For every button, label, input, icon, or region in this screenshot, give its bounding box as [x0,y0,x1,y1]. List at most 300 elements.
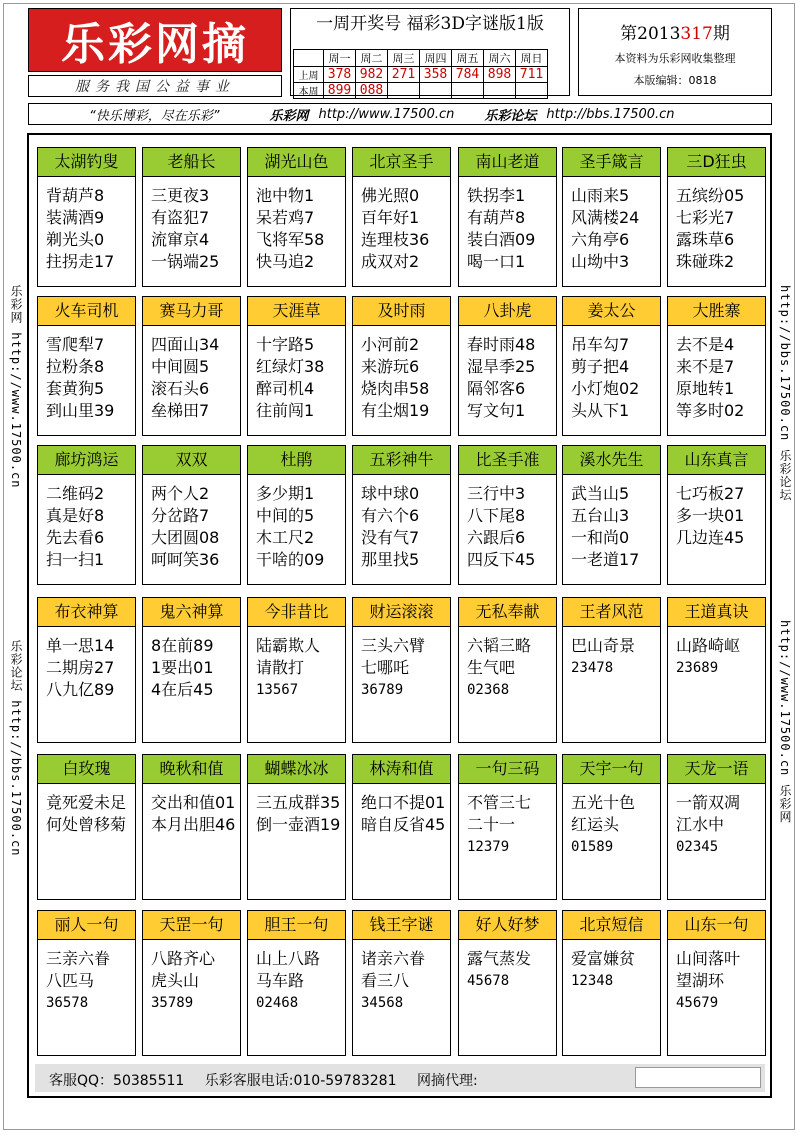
issue-title: 一周开奖号 福彩3D字谜版1版 [316,14,544,34]
tip-line: 五台山3 [571,506,630,525]
footer-qq: 客服QQ：50385511 [49,1073,185,1089]
tip-line: 隔邻客6 [467,379,526,398]
tip-line: 红运头 [571,815,620,834]
puzzle-grid [27,133,772,1098]
tip-card-body [143,784,240,836]
tip-line: 六跟后6 [467,528,526,547]
tip-line: 八匹马 [46,971,95,990]
tip-card-body [38,784,135,836]
tip-line: 三亲六眷 [46,949,111,968]
tip-line: 八路齐心 [151,949,216,968]
tip-card [352,910,451,1056]
tip-card-title: 山东真言 [668,446,765,475]
agent-blank-field [635,1067,761,1088]
draw-number: 982 [356,67,388,83]
tip-line: 几边连45 [676,528,745,547]
tip-card-body [248,627,345,701]
tip-line: 珠碰珠2 [676,252,735,271]
tip-line: 连理枝36 [361,230,430,249]
tip-card-body [563,784,660,858]
tip-card [247,147,346,287]
tip-line: 湿旱季25 [467,357,536,376]
tip-card-title: 北京圣手 [353,148,450,177]
tip-card-body [248,475,345,571]
tip-line: 二十一 [467,815,516,834]
tip-line: 先去看6 [46,528,105,547]
footer-agent: 网摘代理: [416,1073,478,1089]
tip-number-code: 36789 [361,682,404,698]
tip-line: 木工尺2 [256,528,315,547]
tip-number-code: 45678 [467,973,510,989]
tip-card-title: 赛马力哥 [143,297,240,326]
footer-bar [35,1064,765,1092]
tip-line: 流窜京4 [151,230,210,249]
tip-card-body [248,940,345,1014]
this-week-row [294,83,548,99]
tip-line: 山坳中3 [571,252,630,271]
tip-card-body [668,326,765,422]
tip-card-body [459,940,556,992]
tip-line: 呵呵笑36 [151,550,220,569]
tip-card [458,296,557,436]
slogan-bar [28,75,282,97]
tip-line: 两个人2 [151,484,210,503]
tip-card [667,445,766,585]
tip-card-title: 林涛和值 [353,755,450,784]
tip-line: 原地转1 [676,379,735,398]
issue-prefix: 第2013 [620,24,681,44]
tip-line: 山上八路 [256,949,321,968]
tip-line: 大团圆08 [151,528,220,547]
tip-card-title: 天龙一语 [668,755,765,784]
tip-line: 成双对2 [361,252,420,271]
tip-card-body [38,177,135,273]
tip-card-title: 三D狂虫 [668,148,765,177]
tip-card-body [38,475,135,571]
tip-card-body [563,177,660,273]
last-week-row [294,67,548,83]
tip-card-title: 丽人一句 [38,911,135,940]
tip-number-code: 01589 [571,839,614,855]
tip-line: 何处曾移菊 [46,815,127,834]
tip-card [352,296,451,436]
tip-card-title: 今非昔比 [248,598,345,627]
tip-card-body [459,784,556,858]
motto-quote: “快乐博彩，尽在乐彩” [89,108,220,124]
tip-number-code: 45679 [676,995,719,1011]
tip-card [352,597,451,743]
tip-card-title: 及时雨 [353,297,450,326]
tip-card-body [143,475,240,571]
tip-card-title: 湖光山色 [248,148,345,177]
tip-line: 望湖环 [676,971,725,990]
tip-card [458,147,557,287]
tip-card [142,445,241,585]
tip-card-body [353,177,450,273]
tip-line: 小灯炮02 [571,379,640,398]
tip-card [562,597,661,743]
tip-card [247,754,346,900]
tip-line: 请散打 [256,658,305,677]
tip-line: 佛光照0 [361,186,420,205]
tip-line: 诸亲六眷 [361,949,426,968]
tip-card-body [143,177,240,273]
tip-card-title: 晚秋和值 [143,755,240,784]
tip-line: 五缤纷05 [676,186,745,205]
tip-card-body [353,940,450,1014]
tip-card [352,445,451,585]
tip-card [247,597,346,743]
tip-card-title: 南山老道 [459,148,556,177]
tip-card-body [563,326,660,422]
side-text-right-top: http://bbs.17500.cn 乐彩论坛 [778,285,792,502]
draw-number: 784 [452,67,484,83]
tip-card [142,147,241,287]
tip-card-title: 圣手箴言 [563,148,660,177]
tip-card-body [143,627,240,701]
tip-card-title: 山东一句 [668,911,765,940]
tip-line: 来游玩6 [361,357,420,376]
tip-number-code: 13567 [256,682,299,698]
tip-line: 交出和值01 [151,793,236,812]
tip-line: 山路崎岖 [676,636,741,655]
tip-card-title: 无私奉献 [459,598,556,627]
tip-line: 武当山5 [571,484,630,503]
tip-number-code: 23689 [676,660,719,676]
tip-card [37,445,136,585]
side-text-left-top: 乐彩网 http://www.17500.cn [9,285,23,489]
tip-line: 醉司机4 [256,379,315,398]
tip-card-title: 天涯草 [248,297,345,326]
tip-line: 到山里39 [46,401,115,420]
tip-line: 倒一壶酒19 [256,815,341,834]
tip-line: 爱富嫌贫 [571,949,636,968]
tip-card [458,754,557,900]
tip-line: 干啥的09 [256,550,325,569]
draw-table [293,49,548,99]
tip-card-title: 胆王一句 [248,911,345,940]
tip-card [37,597,136,743]
motto-bar [28,103,772,125]
tip-line: 三五成群35 [256,793,341,812]
tip-card-body [459,475,556,571]
tip-card-title: 天宇一句 [563,755,660,784]
tip-line: 来不是7 [676,357,735,376]
tip-card [37,296,136,436]
tip-number-code: 02468 [256,995,299,1011]
tip-line: 真是好8 [46,506,105,525]
tip-line: 红绿灯38 [256,357,325,376]
tip-line: 1要出01 [151,658,214,677]
tip-line: 呆若鸡7 [256,208,315,227]
tip-card [247,296,346,436]
tip-card [142,910,241,1056]
tip-line: 多少期1 [256,484,315,503]
tip-card-body [459,627,556,701]
tip-number-code: 35789 [151,995,194,1011]
tip-line: 8在前89 [151,636,214,655]
tip-number-code: 02368 [467,682,510,698]
tip-card [667,754,766,900]
weekday-cell: 周四 [420,50,452,67]
tip-card [37,147,136,287]
tip-line: 有尘烟19 [361,401,430,420]
tip-card-body [459,177,556,273]
tip-card-title: 一句三码 [459,755,556,784]
tip-card-body [563,475,660,571]
tip-card-body [143,326,240,422]
tip-line: 一和尚0 [571,528,630,547]
tip-line: 二维码2 [46,484,105,503]
slogan-text: 服务我国公益事业 [75,79,235,95]
tip-card-body [38,940,135,1014]
footer-text [49,1070,494,1090]
tip-line: 剪子把4 [571,357,630,376]
tip-card-title: 鬼六神算 [143,598,240,627]
tip-line: 背葫芦8 [46,186,105,205]
tip-card-title: 王道真诀 [668,598,765,627]
forum-link[interactable]: http://bbs.17500.cn [546,106,675,122]
tip-line: 马车路 [256,971,305,990]
tip-card [458,910,557,1056]
tip-line: 雪爬犁7 [46,335,105,354]
tip-line: 江水中 [676,815,725,834]
draw-number [452,83,484,99]
side-text-left-bottom: 乐彩论坛 http://bbs.17500.cn [9,640,23,857]
tip-number-code: 02345 [676,839,719,855]
tip-line: 滚石头6 [151,379,210,398]
tip-line: 中间圆5 [151,357,210,376]
draw-number [420,83,452,99]
tip-line: 拄拐走17 [46,252,115,271]
tip-card [247,445,346,585]
tip-card-body [668,177,765,273]
tip-card [142,597,241,743]
weekday-cell: 周三 [388,50,420,67]
tip-line: 看三八 [361,971,410,990]
tip-line: 小河前2 [361,335,420,354]
draw-number: 088 [356,83,388,99]
tip-card [562,754,661,900]
tip-card-body [668,475,765,549]
tip-line: 套黄狗5 [46,379,105,398]
tip-card [37,754,136,900]
tip-card [562,296,661,436]
tip-card-title: 溪水先生 [563,446,660,475]
tip-line: 垒梯田7 [151,401,210,420]
side-text-right-bottom: http://www.17500.cn 乐彩网 [778,620,792,824]
tip-line: 暗自反省45 [361,815,446,834]
tip-line: 烧肉串58 [361,379,430,398]
tip-line: 那里找5 [361,550,420,569]
tip-card [247,910,346,1056]
logo-text: 乐彩网摘 [61,19,249,70]
weekday-cell: 周六 [484,50,516,67]
tip-line: 三头六臂 [361,636,426,655]
tip-line: 六角亭6 [571,230,630,249]
tip-line: 山雨来5 [571,186,630,205]
tip-card-body [353,784,450,836]
tip-line: 分岔路7 [151,506,210,525]
tip-line: 露珠草6 [676,230,735,249]
tip-card-title: 钱王字谜 [353,911,450,940]
tip-card-body [38,627,135,701]
tip-card-body [353,326,450,422]
tip-card-title: 财运滚滚 [353,598,450,627]
weekday-cell: 周日 [516,50,548,67]
tip-card-title: 廊坊鸿运 [38,446,135,475]
tip-line: 有六个6 [361,506,420,525]
draw-number: 271 [388,67,420,83]
draw-number [516,83,548,99]
tip-line: 喝一口1 [467,252,526,271]
tip-card-body [563,627,660,679]
tip-card-title: 杜鹃 [248,446,345,475]
tip-line: 有盗犯7 [151,208,210,227]
editor-note: 本版编辑：0818 [633,74,717,87]
tip-line: 4在后45 [151,680,214,699]
tip-line: 有葫芦8 [467,208,526,227]
tip-card-title: 白玫瑰 [38,755,135,784]
tip-line: 三行中3 [467,484,526,503]
issue-number [579,19,771,44]
tip-card-title: 双双 [143,446,240,475]
tip-line: 中间的5 [256,506,315,525]
footer-phone: 乐彩客服电话:010-59783281 [204,1073,397,1089]
tip-line: 没有气7 [361,528,420,547]
tip-card-body [38,326,135,422]
tip-line: 往前闯1 [256,401,315,420]
tip-line: 剃光头0 [46,230,105,249]
tip-number-code: 12379 [467,839,510,855]
tip-card [352,754,451,900]
tip-card-title: 火车司机 [38,297,135,326]
tip-line: 头从下1 [571,401,630,420]
tip-card [142,296,241,436]
tip-card-body [353,627,450,701]
tip-line: 装满酒9 [46,208,105,227]
draw-number: 899 [324,83,356,99]
tip-card-body [668,627,765,679]
source-note: 本资料为乐彩网收集整理 [614,52,736,65]
tip-line: 池中物1 [256,186,315,205]
tip-line: 六韬三略 [467,636,532,655]
tip-line: 吊车勾7 [571,335,630,354]
issue-suffix: 期 [712,24,730,44]
tip-card [667,597,766,743]
tip-card-body [353,475,450,571]
corner-cell [294,50,324,67]
tip-card-title: 姜太公 [563,297,660,326]
tip-line: 扫一扫1 [46,550,105,569]
tip-card [352,147,451,287]
draw-results-box [290,8,570,96]
tip-line: 不管三七 [467,793,532,812]
this-week-label: 本周 [294,83,324,99]
logo [28,8,282,72]
tip-line: 一老道17 [571,550,640,569]
draw-number: 358 [420,67,452,83]
tip-card-body [668,940,765,1014]
tip-card-title: 布衣神算 [38,598,135,627]
tip-card [562,910,661,1056]
tip-line: 陆霸欺人 [256,636,321,655]
tip-card-body [563,940,660,992]
tip-line: 八下尾8 [467,506,526,525]
draw-number: 898 [484,67,516,83]
weekday-cell: 周一 [324,50,356,67]
tip-line: 竟死爱未足 [46,793,127,812]
site-link[interactable]: http://www.17500.cn [318,106,455,122]
weekday-cell: 周二 [356,50,388,67]
tip-line: 山间落叶 [676,949,741,968]
tip-line: 快马追2 [256,252,315,271]
site-name: 乐彩网 [269,108,309,124]
tip-line: 十字路5 [256,335,315,354]
tip-line: 生气吧 [467,658,516,677]
tip-line: 七彩光7 [676,208,735,227]
draw-number [484,83,516,99]
tip-line: 飞将军58 [256,230,325,249]
tip-line: 二期房27 [46,658,115,677]
tip-line: 虎头山 [151,971,200,990]
tip-card-title: 蝴蝶冰冰 [248,755,345,784]
tip-card-title: 老船长 [143,148,240,177]
tip-card [667,910,766,1056]
tip-line: 绝口不提01 [361,793,446,812]
tip-line: 七哪吒 [361,658,410,677]
tip-line: 等多时02 [676,401,745,420]
tip-card [667,296,766,436]
tip-card-title: 天罡一句 [143,911,240,940]
tip-card-title: 王者风范 [563,598,660,627]
tip-card [142,754,241,900]
tip-line: 露气蒸发 [467,949,532,968]
tip-line: 单一思14 [46,636,115,655]
tip-card-title: 八卦虎 [459,297,556,326]
tip-line: 四面山34 [151,335,220,354]
tip-line: 球中球0 [361,484,420,503]
draw-number: 378 [324,67,356,83]
tip-number-code: 34568 [361,995,404,1011]
tip-line: 拉粉条8 [46,357,105,376]
tip-card-title: 太湖钓叟 [38,148,135,177]
tip-line: 一箭双凋 [676,793,741,812]
tip-line: 巴山奇景 [571,636,636,655]
tip-card-body [459,326,556,422]
tip-line: 八九亿89 [46,680,115,699]
draw-number [388,83,420,99]
tip-line: 四反下45 [467,550,536,569]
tip-card [562,147,661,287]
tip-line: 百年好1 [361,208,420,227]
tip-card-body [248,784,345,836]
tip-card [458,597,557,743]
tip-line: 装白酒09 [467,230,536,249]
issue-info-box [578,8,772,96]
tip-card-title: 北京短信 [563,911,660,940]
tip-line: 铁拐李1 [467,186,526,205]
tip-card-title: 大胜寨 [668,297,765,326]
tip-card [667,147,766,287]
tip-line: 七巧板27 [676,484,745,503]
tip-line: 一锅端25 [151,252,220,271]
weekday-cell: 周五 [452,50,484,67]
tip-line: 春时雨48 [467,335,536,354]
tip-line: 五光十色 [571,793,636,812]
tip-number-code: 36578 [46,995,89,1011]
tip-line: 写文句1 [467,401,526,420]
